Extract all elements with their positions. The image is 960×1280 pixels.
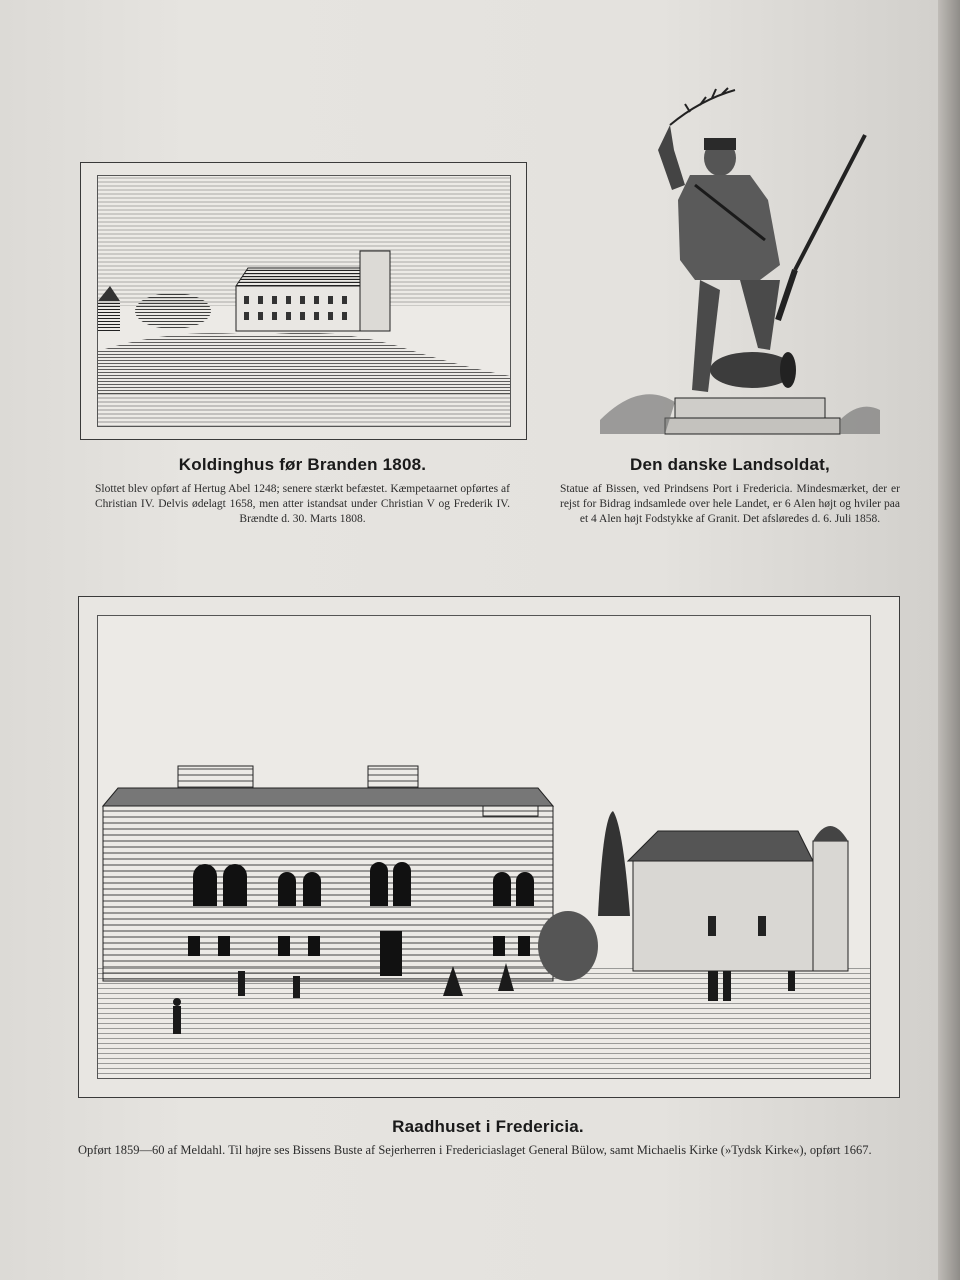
- landsoldat-title: Den danske Landsoldat,: [630, 455, 830, 474]
- koldinghus-plate: [80, 162, 527, 440]
- raadhuset-plate: [78, 596, 900, 1098]
- koldinghus-engraving: [97, 175, 511, 427]
- raadhuset-title: Raadhuset i Fredericia.: [392, 1117, 584, 1136]
- koldinghus-title: Koldinghus før Branden 1808.: [178, 455, 427, 474]
- landsoldat-caption: Statue af Bissen, ved Prindsens Port i Fredericia. Mindesmærket, der er rejst for Bidrag indsamlede over hele Landet, er 6 Alen højt og hviler paa et 4 Alen højt Fodstykke af Granit. Det afsløredes d. 6. Juli 1858.: [560, 483, 900, 525]
- koldinghus-caption: Slottet blev opført af Hertug Abel 1248; senere stærkt befæstet. Kæmpetaarnet opførtes af Christian IV. Delvis ødelagt 1658, men atter istandsat under Christian V og Frederik IV. Brændte d. 30. Marts 1808.: [95, 483, 510, 525]
- page-edge: [938, 0, 960, 1280]
- landsoldat-statue: [600, 80, 880, 440]
- raadhuset-engraving: [97, 615, 871, 1079]
- raadhuset-caption: Opført 1859—60 af Meldahl. Til højre ses Bissens Buste af Sejerherren i Fredericiaslaget General Bülow, samt Michaelis Kirke (»Tydsk Kirke«), opført 1667.: [78, 1143, 872, 1157]
